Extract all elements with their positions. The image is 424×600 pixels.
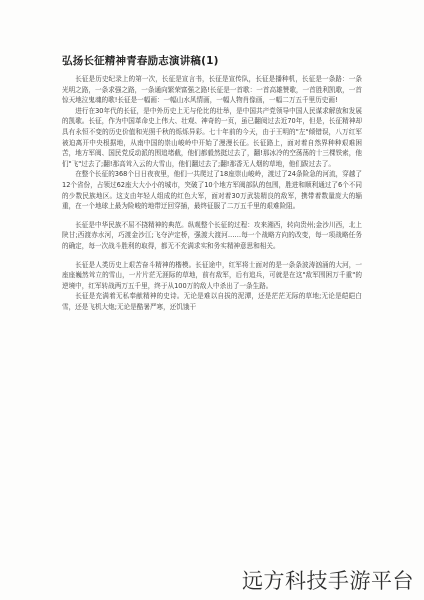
paragraph-gap (62, 212, 362, 220)
paragraph: 在整个长征的368个日日夜夜里，他们一共爬过了18座崇山峻岭，渡过了24条险急的河流，穿越了12个省份，占领过62座大大小小的城市，突破了10个地方军阀部队的包围，胜进和顺利通过了6个不同的少数民族地区。这支由年轻人组成的红色大军，面对着30万武装精良的敌军，携带着数量庞大的辎重，在一个地球上最为险峻的地带迂回穿插，最终征服了二万五千里的艰难险阻。 (62, 170, 362, 211)
document-body (62, 74, 362, 312)
paragraph: 长征是中华民族不屈不挠精神的典范。纵观整个长征的过程：攻来湘西，转向贵州;金沙川西，北上陕甘;西渡赤水河，巧渡金沙江;飞夺泸定桥，强渡大渡河……每一个战略方向的改变，每一项战略任务的确定，每一次战斗胜利的取得，都无不充满求实和务实精神意思和相关。 (62, 220, 362, 250)
paragraph: 长征是历史纪录上的第一次，长征是宣言书，长征是宣传队，长征是播种机，长征是一条路：一条光明之路，一条求强之路，一条通向繁荣富强之路!长征是一首歌：一首高雄赞歌，一首胜利凯歌，一首惊天地泣鬼魂的歌!长征是一幅画：一幅山水风情画，一幅人物肖像画，一幅二万五千里历史画! (62, 75, 362, 105)
paragraph: 长征是人类历史上艰苦奋斗精神的楷模。长征途中，红军将士面对的是一条条波涛汹涌的大河，一座座巍然耸立的雪山，一片片茫无涯际的草地，前有敌军，后有追兵，可就是在这"敌军围困万千重"的逆境中，红军转战两万五千里，终于从100万的敌人中杀出了一条生路。 (62, 260, 362, 290)
paragraph-gap (62, 252, 362, 260)
document-title: 弘扬长征精神青春励志演讲稿(1) (62, 55, 219, 67)
paragraph: 长征是充满着无私奉献精神的史诗。无论是难以自拔的泥潭，还是茫茫无际的草地;无论是皑皑白雪，还是飞机大炮;无论是酷暑严寒，还饥饿干 (62, 292, 362, 311)
paragraph: 进行在30年代的长征，是中外历史上无与伦比的壮举，是中国共产党领导中国人民谋求解放和发展的凯歌。长征，作为中国革命史上伟大、壮观、神奇的一页，虽已翻阅过去近70年，但是，长征精神却具有永恒不变的历史价值和光照千秋的烁烁异彩。七十年前的今天，由于王明的"左"倾错误，八万红军被迫离开中央根据地，从南中国的崇山峻岭中开始了漫漫长征。长征路上，面对着自然界种种艰难困苦，地方军阀、国民党反动派的围追堵截，他们都毅然挺过去了，翻!那冰冷的空荡荡的十三棵铁索，他们"飞"过去了;翻!那高耸入云的大雪山，他们翻过去了;翻!那香无人烟的草地，他们跋过去了。 (62, 106, 362, 168)
watermark-text: 远方科技手游平台 (242, 569, 414, 593)
